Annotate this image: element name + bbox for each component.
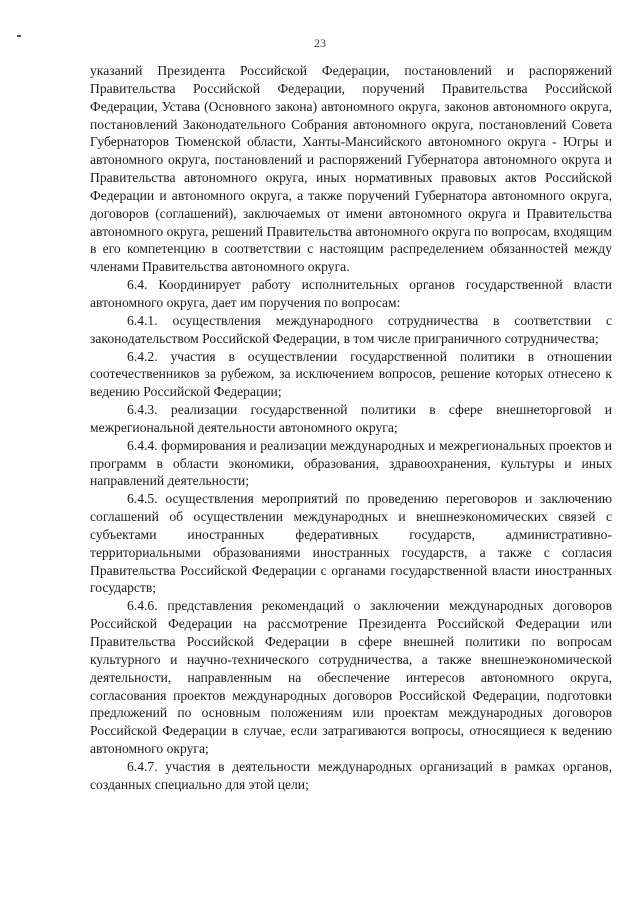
- paragraph-6-4-1: 6.4.1. осуществления международного сотрудничества в соответствии с законодательством Российской Федерации, в том числе приграничного сотрудничества;: [90, 312, 612, 346]
- paragraph-6-4: 6.4. Координирует работу исполнительных органов государственной власти автономного округа, дает им поручения по вопросам:: [90, 277, 612, 310]
- page-number: 23: [314, 36, 326, 50]
- paragraph-6-4-2: 6.4.2. участия в осуществлении государственной политики в отношении соотечественников за рубежом, за исключением вопросов, решение которых отнесено к ведению Российской Федерации;: [90, 348, 612, 400]
- paragraph-6-4-7: 6.4.7. участия в деятельности международных организаций в рамках органов, созданных специально для этой цели;: [90, 758, 612, 792]
- paragraph-6-4-4: 6.4.4. формирования и реализации международных и межрегиональных проектов и программ в области экономики, образования, здравоохранения, культуры и иных направлений деятельности;: [90, 437, 612, 489]
- paragraph-6-4-3: 6.4.3. реализации государственной политики в сфере внешнеторговой и межрегиональной деятельности автономного округа;: [90, 402, 612, 435]
- paragraph-continuation: указаний Президента Российской Федерации, постановлений и распоряжений Правительства Российской Федерации, поручений Правительства Российской Федерации, Устава (Основного закона) автономного округа, законов автономного округа, постановлений Законодательного Собрания автономного округа, постановлений Совета Губернаторов Тюменской области, Ханты-Мансийского автономного округа - Югры и автономного округа, постановлений и распоряжений Губернатора автономного округа и Правительства автономного округа, иных нормативных правовых актов Российской Федерации и автономного округа, а также поручений Губернатора автономного округа, договоров (соглашений), заключаемых от имени автономного округа и Правительства автономного округа, решений Правительства автономного округа по вопросам, входящим в его компетенцию в соответствии с настоящим распределением обязанностей между членами Правительства автономного округа.: [90, 63, 612, 275]
- paragraph-6-4-6: 6.4.6. представления рекомендаций о заключении международных договоров Российской Федерации на рассмотрение Президента Российской Федерации или Правительства Российской Федерации в сфере внешней политики по вопросам культурного и научно-технического сотрудничества, а также внешнеэкономической деятельности, направленным на обеспечение интересов автономного округа, согласования проектов международных договоров Российской Федерации, подготовки предложений по основным положениям или проектам международных договоров Российской Федерации в случае, если затрагиваются вопросы, относящиеся к ведению автономного округа;: [90, 598, 612, 757]
- paragraph-6-4-5: 6.4.5. осуществления мероприятий по проведению переговоров и заключению соглашений об осуществлении международных и внешнеэкономических связей с субъектами иностранных федеративных государств, административно-территориальными образованиями иностранных государств, а также с согласия Правительства Российской Федерации с органами государственной власти иностранных государств;: [90, 491, 612, 596]
- document-body: [90, 62, 612, 794]
